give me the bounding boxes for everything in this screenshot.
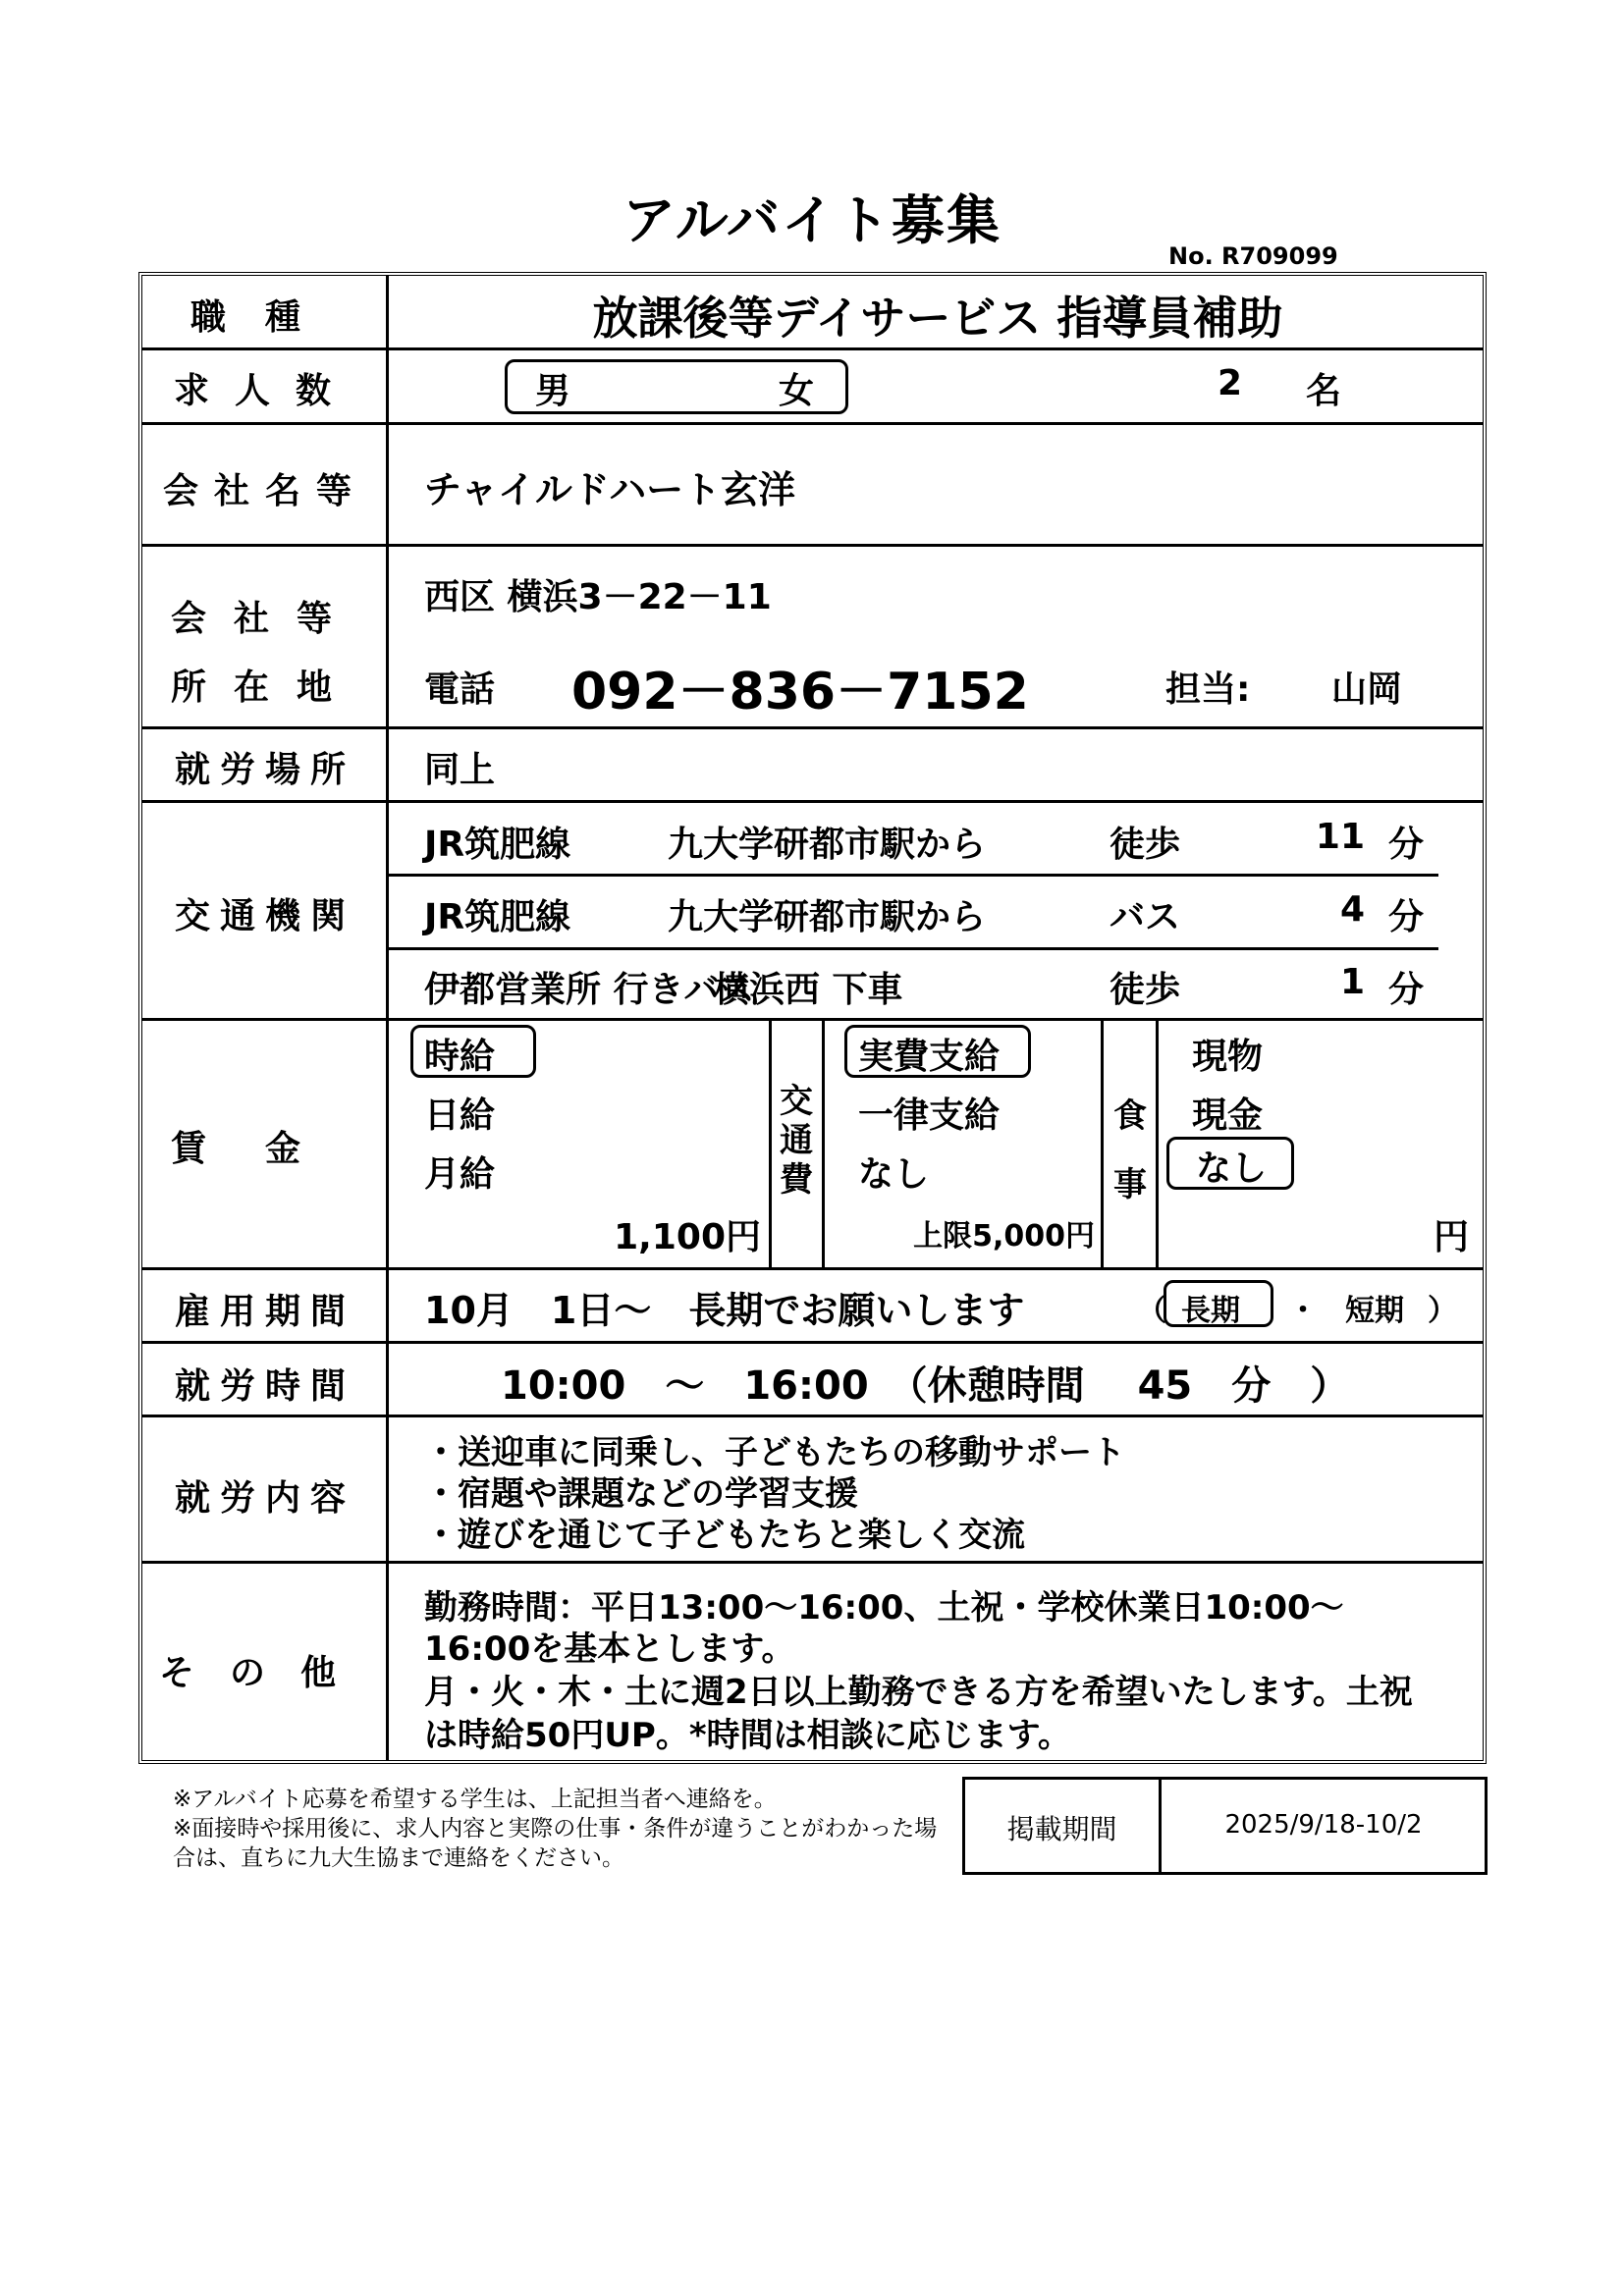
other-line: は時給50円UP。*時間は相談に応じます。 xyxy=(424,1716,1071,1755)
phone-label: 電話 xyxy=(424,669,496,710)
period-label: 雇用期間 xyxy=(174,1292,355,1332)
route-unit: 分 xyxy=(1388,825,1425,865)
route-from: 九大学研都市駅から xyxy=(668,825,987,865)
address-label-2: 所在地 xyxy=(170,667,359,708)
gender-female: 女 xyxy=(779,371,815,411)
workplace-value: 同上 xyxy=(424,750,496,790)
workplace-label: 就労場所 xyxy=(174,750,355,790)
route-line: JR筑肥線 xyxy=(424,825,571,865)
transport-fee-flat: 一律支給 xyxy=(858,1095,1001,1136)
route-line: JR筑肥線 xyxy=(424,897,571,937)
other-line: 月・火・木・土に週2日以上勤務できる方を希望いたします。土祝 xyxy=(424,1673,1413,1712)
route-from: 横浜西 下車 xyxy=(714,970,903,1010)
route-minutes: 1 xyxy=(1339,962,1365,1002)
route-mode: 徒歩 xyxy=(1110,970,1181,1010)
transport-fee-limit: 上限5,000円 xyxy=(913,1219,1095,1254)
wage-type-monthly: 月給 xyxy=(424,1154,496,1195)
hours-label: 就労時間 xyxy=(174,1366,355,1407)
duty-line: ・送迎車に同乗し、子どもたちの移動サポート xyxy=(424,1433,1125,1472)
document-number: No. R709099 xyxy=(1168,242,1338,270)
duties-label: 就労内容 xyxy=(174,1478,355,1519)
hours-value: 10:00 ～ 16:00 （休憩時間 45 分 ） xyxy=(501,1363,1350,1409)
phone-number: 092－836－7152 xyxy=(571,663,1029,721)
transport-fee-actual: 実費支給 xyxy=(858,1037,1001,1077)
company-label: 会社名等 xyxy=(162,471,367,511)
meal-in-kind: 現物 xyxy=(1192,1037,1264,1077)
meal-cash: 現金 xyxy=(1192,1095,1264,1136)
route-unit: 分 xyxy=(1388,897,1425,937)
posting-period-label: 掲載期間 xyxy=(1006,1813,1117,1845)
transport-label: 交通機関 xyxy=(174,896,355,936)
duty-line: ・遊びを通じて子どもたちと楽しく交流 xyxy=(424,1516,1025,1555)
meal-amount-unit: 円 xyxy=(1434,1217,1470,1257)
other-line: 16:00を基本とします。 xyxy=(424,1629,795,1669)
period-long: 長期 xyxy=(1181,1294,1240,1328)
other-line: 勤務時間：平日13:00～16:00、土祝・学校休業日10:00～ xyxy=(424,1588,1344,1628)
contact-name: 山岡 xyxy=(1331,669,1403,710)
gender-male: 男 xyxy=(535,371,571,411)
transport-fee-label: 交通費 xyxy=(780,1082,813,1200)
address-label-1: 会社等 xyxy=(170,599,359,639)
duty-line: ・宿題や課題などの学習支援 xyxy=(424,1474,858,1514)
headcount-value: 2 xyxy=(1218,363,1243,403)
job-type-label: 職種 xyxy=(189,297,340,338)
route-minutes: 11 xyxy=(1315,817,1365,857)
route-from: 九大学研都市駅から xyxy=(668,897,987,937)
period-paren-close: ） xyxy=(1428,1294,1457,1328)
meal-label: 食事 xyxy=(1113,1096,1147,1204)
wage-amount: 1,100円 xyxy=(614,1217,761,1257)
wage-type-hourly: 時給 xyxy=(424,1037,496,1077)
period-separator: ・ xyxy=(1288,1294,1318,1328)
route-line: 伊都営業所 行きバス xyxy=(424,970,755,1010)
job-type-value: 放課後等デイサービス 指導員補助 xyxy=(592,292,1283,345)
route-unit: 分 xyxy=(1388,970,1425,1010)
transport-fee-none: なし xyxy=(858,1154,930,1195)
route-mode: 徒歩 xyxy=(1110,825,1181,865)
wage-type-daily: 日給 xyxy=(424,1095,496,1136)
period-paren-open: （ xyxy=(1137,1294,1166,1328)
meal-none: なし xyxy=(1196,1148,1268,1189)
period-short: 短期 xyxy=(1345,1294,1404,1328)
footer-note: ※面接時や採用後に、求人内容と実際の仕事・条件が違うことがわかった場合は、直ちに九大生協まで連絡をください。 xyxy=(173,1816,938,1871)
posting-period-value: 2025/9/18-10/2 xyxy=(1224,1810,1423,1840)
footer-note: ※アルバイト応募を希望する学生は、上記担当者へ連絡を。 xyxy=(173,1787,777,1812)
period-value: 10月 1日～ 長期でお願いします xyxy=(424,1289,1025,1332)
route-minutes: 4 xyxy=(1339,889,1365,930)
contact-label: 担当: xyxy=(1165,669,1251,710)
wage-label: 賃金 xyxy=(170,1129,359,1169)
headcount-unit: 名 xyxy=(1306,371,1342,411)
company-name: チャイルドハート玄洋 xyxy=(424,468,796,511)
address-street: 西区 横浜3－22－11 xyxy=(424,577,772,617)
route-mode: バス xyxy=(1110,897,1181,937)
other-label: その他 xyxy=(158,1653,371,1693)
page-title: アルバイト募集 xyxy=(622,189,1002,251)
headcount-label: 求人数 xyxy=(173,371,356,411)
